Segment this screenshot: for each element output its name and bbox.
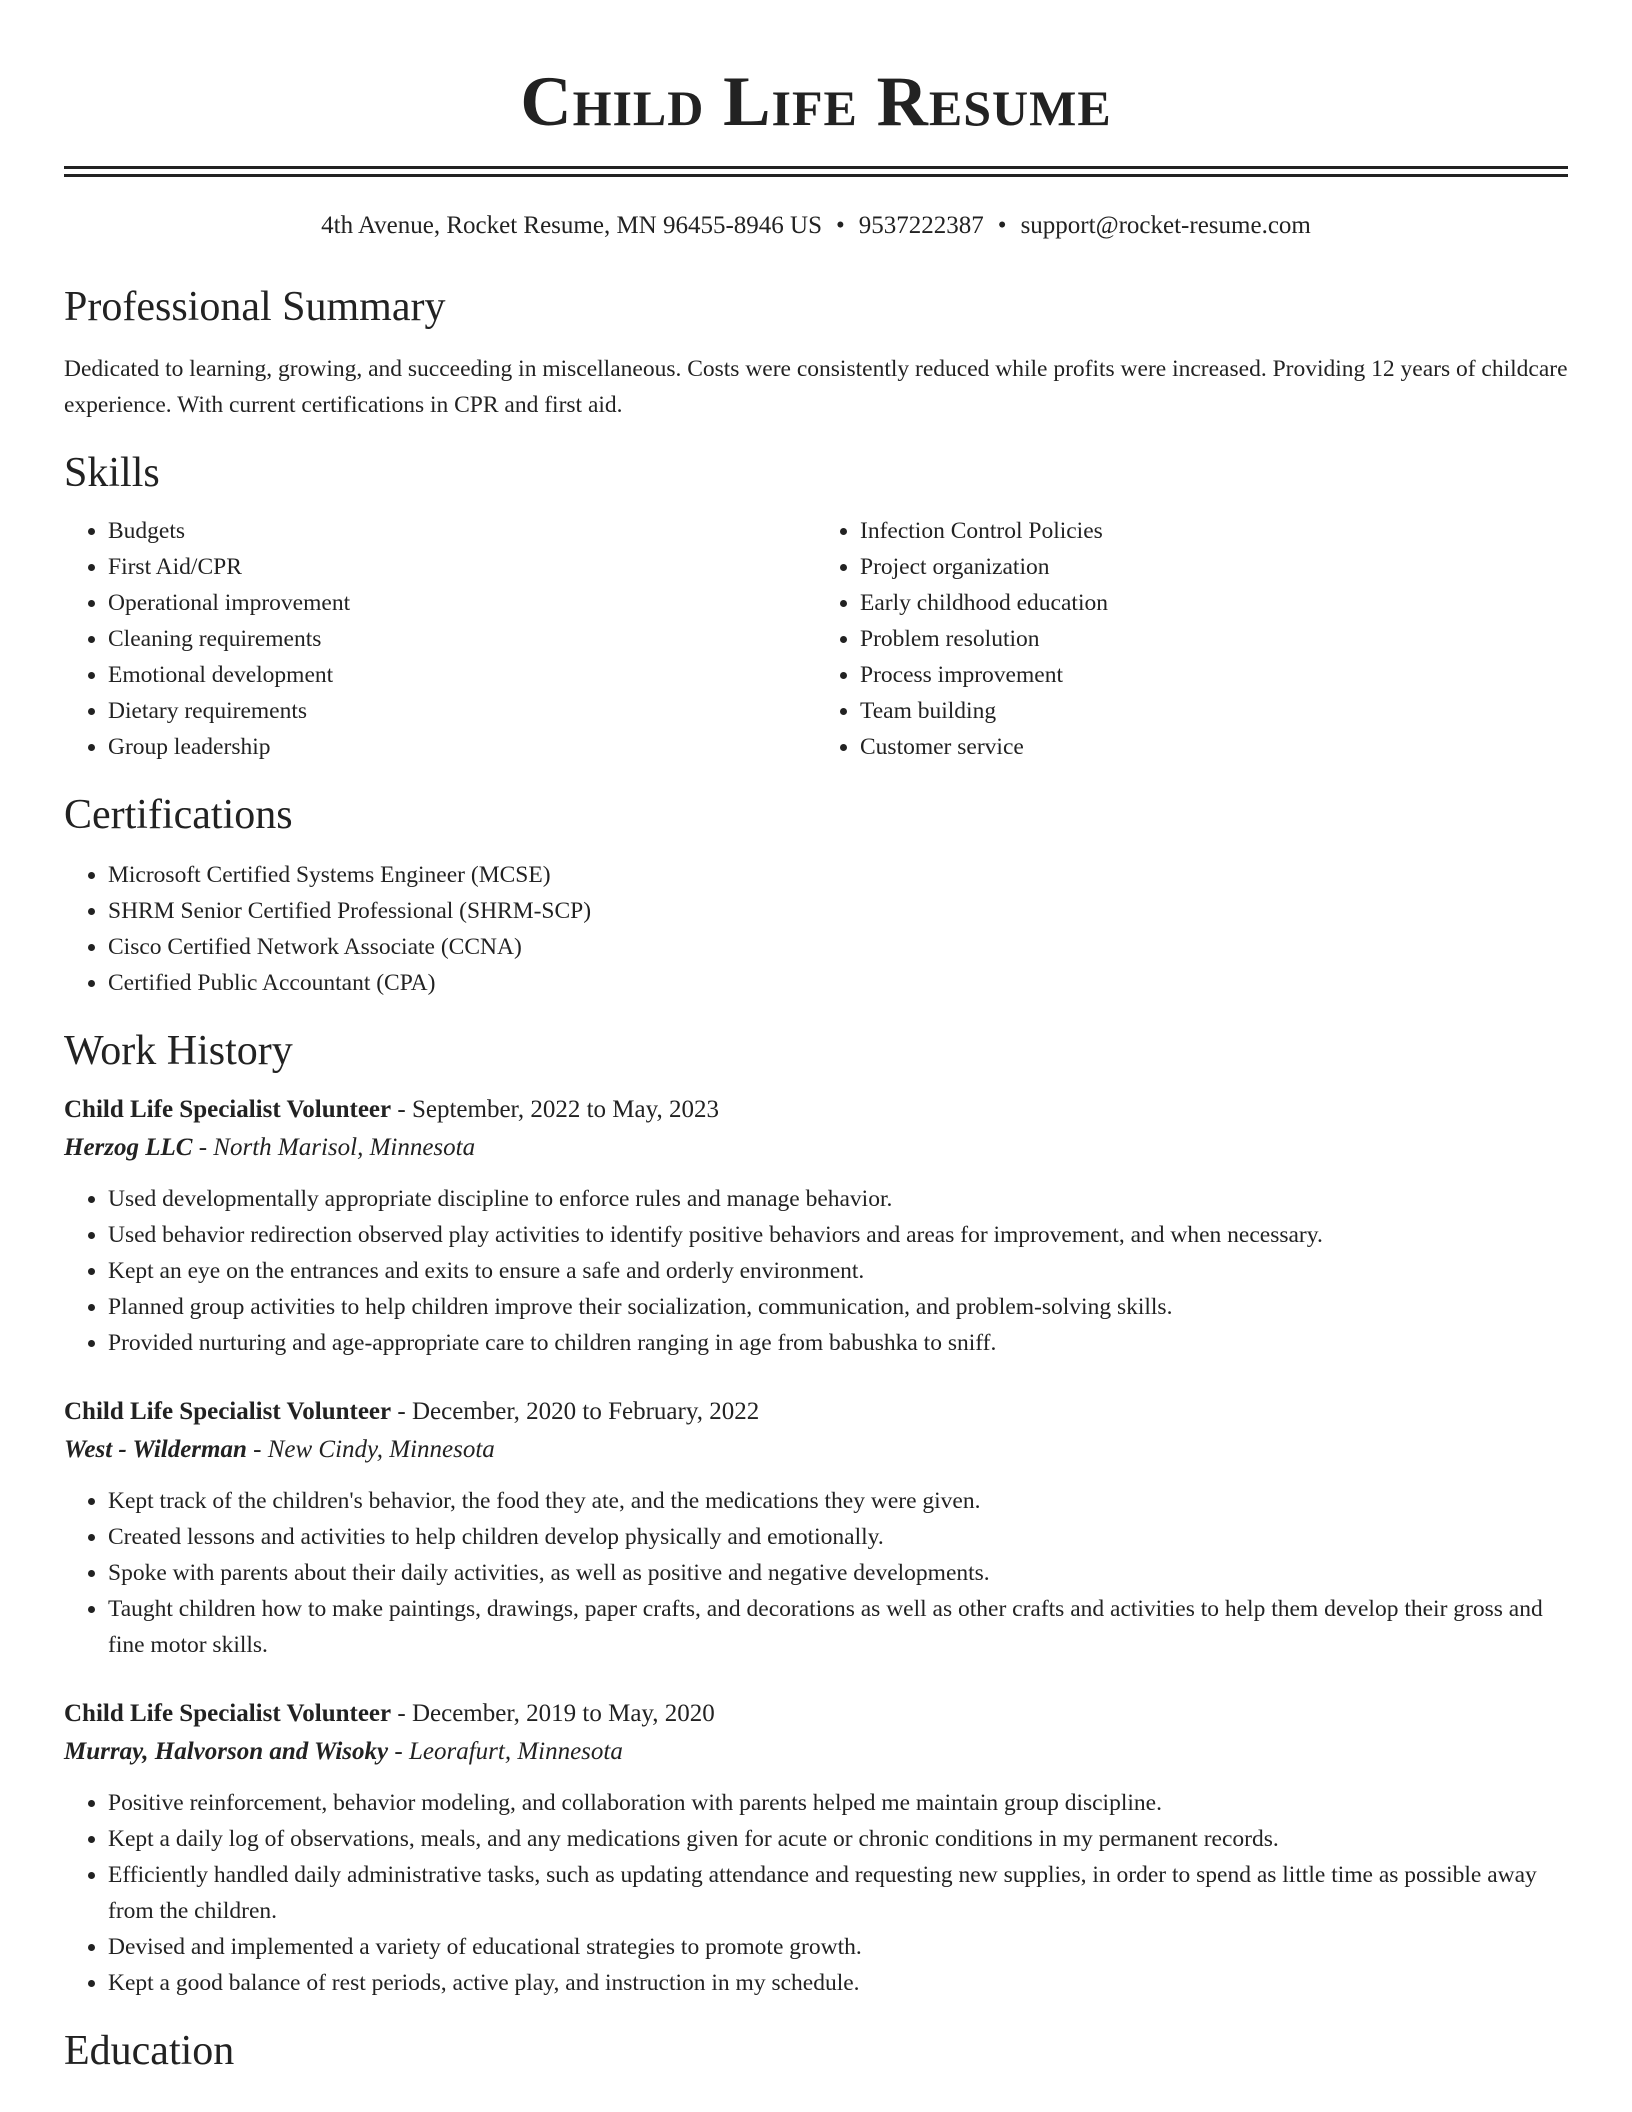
skill-item: • Operational improvement	[108, 585, 816, 621]
skill-item: • Group leadership	[108, 729, 816, 765]
job-bullets	[64, 1785, 1568, 2001]
contact-separator: •	[997, 212, 1007, 239]
skill-item: • Cleaning requirements	[108, 621, 816, 657]
job-entry	[64, 1695, 1568, 2001]
job-company-line	[64, 1733, 1568, 1771]
job-title-line	[64, 1695, 1568, 1733]
job-title-line	[64, 1393, 1568, 1431]
section-heading-skills: Skills	[64, 450, 160, 496]
certification-item: • Cisco Certified Network Associate (CCNA)	[108, 929, 1568, 965]
job-location: - North Marisol, Minnesota	[192, 1134, 476, 1161]
job-dates: - December, 2020 to February, 2022	[391, 1398, 760, 1425]
work-history-section	[64, 1027, 1568, 2001]
job-bullet: • Provided nurturing and age-appropriate care to children ranging in age from babushka to sniff.	[108, 1325, 1568, 1361]
job-bullet: • Devised and implemented a variety of educational strategies to promote growth.	[108, 1929, 1568, 1965]
skill-item: • Customer service	[860, 729, 1568, 765]
summary-text: Dedicated to learning, growing, and succeeding in miscellaneous. Costs were consistently reduced while profits were increased. Providing 12 years of childcare experience. With current certifications in CPR and first aid.	[64, 356, 1568, 418]
skill-item: • First Aid/CPR	[108, 549, 816, 585]
job-title: Child Life Specialist Volunteer	[64, 1398, 392, 1425]
job-bullet: • Used developmentally appropriate discipline to enforce rules and manage behavior.	[108, 1181, 1568, 1217]
job-bullet: • Kept a daily log of observations, meals, and any medications given for acute or chronic conditions in my permanent records.	[108, 1821, 1568, 1857]
certifications-list	[64, 857, 1568, 1001]
skill-item: • Project organization	[860, 549, 1568, 585]
skills-list-left	[64, 513, 816, 765]
job-location: - Leorafurt, Minnesota	[388, 1738, 623, 1765]
job-title: Child Life Specialist Volunteer	[64, 1700, 392, 1727]
job-dates: - September, 2022 to May, 2023	[391, 1096, 720, 1123]
job-entry	[64, 1091, 1568, 1361]
job-bullets	[64, 1181, 1568, 1361]
skill-item: • Process improvement	[860, 657, 1568, 693]
title-divider-thin	[64, 174, 1568, 177]
job-bullet: • Planned group activities to help children improve their socialization, communication, and problem-solving skills.	[108, 1289, 1568, 1325]
job-company-line	[64, 1431, 1568, 1469]
job-dates: - December, 2019 to May, 2020	[391, 1700, 715, 1727]
skills-columns	[64, 513, 1568, 765]
skill-item: • Early childhood education	[860, 585, 1568, 621]
job-company: Murray, Halvorson and Wisoky	[64, 1738, 389, 1765]
job-title-line	[64, 1091, 1568, 1129]
section-heading-summary: Professional Summary	[64, 284, 446, 330]
job-bullet: • Efficiently handled daily administrative tasks, such as updating attendance and requesting new supplies, in order to spend as little time as possible away from the children.	[108, 1857, 1568, 1929]
skill-item: • Problem resolution	[860, 621, 1568, 657]
certification-item: • Certified Public Accountant (CPA)	[108, 965, 1568, 1001]
job-bullet: • Spoke with parents about their daily activities, as well as positive and negative developments.	[108, 1555, 1568, 1591]
job-location: - New Cindy, Minnesota	[246, 1436, 495, 1463]
section-heading-certifications: Certifications	[64, 792, 293, 838]
job-company: Herzog LLC	[64, 1134, 193, 1161]
job-bullet: • Positive reinforcement, behavior modeling, and collaboration with parents helped me maintain group discipline.	[108, 1785, 1568, 1821]
job-bullets	[64, 1483, 1568, 1663]
contact-separator: •	[836, 212, 845, 239]
job-company: West - Wilderman	[64, 1436, 247, 1463]
job-bullet: • Kept a good balance of rest periods, active play, and instruction in my schedule.	[108, 1965, 1568, 2001]
certification-item: • Microsoft Certified Systems Engineer (MCSE)	[108, 857, 1568, 893]
section-heading-work-history: Work History	[64, 1028, 293, 1074]
job-bullet: • Used behavior redirection observed play activities to identify positive behaviors and areas for improvement, and when necessary.	[108, 1217, 1568, 1253]
skills-list-right	[816, 513, 1568, 765]
skills-section	[64, 449, 1568, 765]
job-bullet: • Kept an eye on the entrances and exits to ensure a safe and orderly environment.	[108, 1253, 1568, 1289]
section-heading-education: Education	[64, 2028, 235, 2074]
job-title: Child Life Specialist Volunteer	[64, 1096, 392, 1123]
title-divider-thick	[64, 166, 1568, 169]
skill-item: • Dietary requirements	[108, 693, 816, 729]
contact-address: 4th Avenue, Rocket Resume, MN 96455-8946 US	[321, 212, 823, 239]
summary-section	[64, 283, 1568, 423]
skill-item: • Infection Control Policies	[860, 513, 1568, 549]
education-section	[64, 2027, 1568, 2075]
contact-email: support@rocket-resume.com	[1020, 212, 1311, 239]
job-bullet: • Taught children how to make paintings, drawings, paper crafts, and decorations as well as other crafts and activities to help them develop their gross and fine motor skills.	[108, 1591, 1568, 1663]
job-bullet: • Created lessons and activities to help children develop physically and emotionally.	[108, 1519, 1568, 1555]
job-company-line	[64, 1129, 1568, 1167]
job-entry	[64, 1393, 1568, 1663]
skill-item: • Budgets	[108, 513, 816, 549]
skill-item: • Emotional development	[108, 657, 816, 693]
contact-phone: 9537222387	[858, 212, 984, 239]
contact-line	[64, 211, 1568, 241]
resume-title: Child Life Resume	[520, 63, 1112, 141]
certification-item: • SHRM Senior Certified Professional (SHRM-SCP)	[108, 893, 1568, 929]
job-bullet: • Kept track of the children's behavior, the food they ate, and the medications they were given.	[108, 1483, 1568, 1519]
skill-item: • Team building	[860, 693, 1568, 729]
certifications-section	[64, 791, 1568, 1001]
